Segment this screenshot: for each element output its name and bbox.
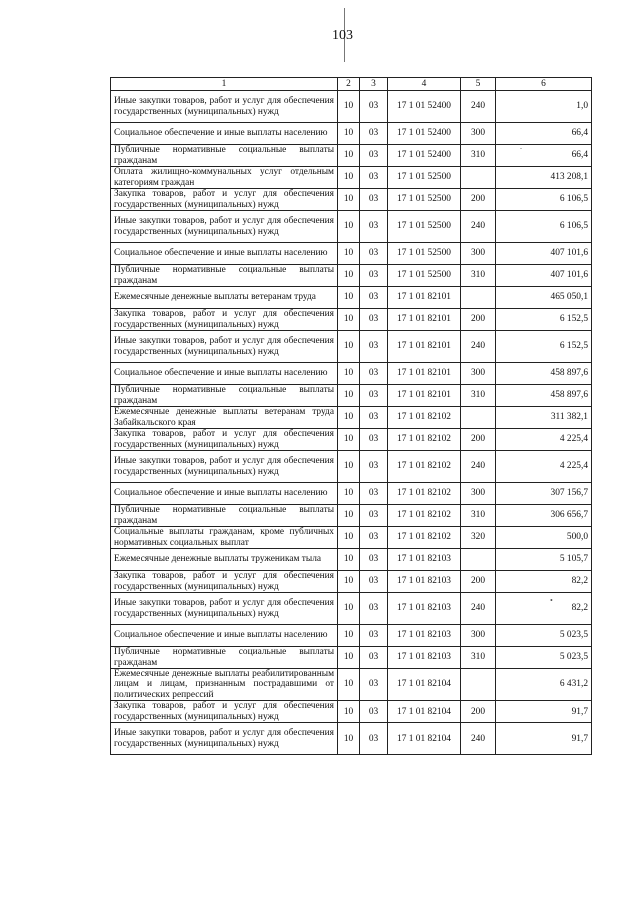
row-subsection-cell: 03 [360,549,388,571]
row-amount-cell: 4 225,4 [496,429,592,451]
table-row [111,647,592,669]
row-amount-cell: 458 897,6 [496,363,592,385]
row-subsection-cell: 03 [360,625,388,647]
row-section-cell: 10 [338,593,360,625]
row-expense-type-cell [461,167,496,189]
row-section-cell: 10 [338,211,360,243]
row-expense-type-cell: 200 [461,189,496,211]
row-subsection-cell: 03 [360,309,388,331]
row-section-cell: 10 [338,549,360,571]
table-row [111,451,592,483]
row-name-cell: Иные закупки товаров, работ и услуг для обеспечения государственных (муниципальных) нужд [111,211,338,243]
row-name-cell: Иные закупки товаров, работ и услуг для обеспечения государственных (муниципальных) нужд [111,451,338,483]
table-row [111,571,592,593]
row-amount-cell: 311 382,1 [496,407,592,429]
table-row [111,211,592,243]
row-amount-cell: 458 897,6 [496,385,592,407]
row-name-cell: Иные закупки товаров, работ и услуг для обеспечения государственных (муниципальных) нужд [111,723,338,755]
row-section-cell: 10 [338,527,360,549]
row-target-code-cell: 17 1 01 82101 [388,331,461,363]
row-name-cell: Оплата жилищно-коммунальных услуг отдельным категориям граждан [111,167,338,189]
row-amount-cell: 307 156,7 [496,483,592,505]
budget-table [110,77,592,755]
row-subsection-cell: 03 [360,123,388,145]
row-name-cell: Иные закупки товаров, работ и услуг для обеспечения государственных (муниципальных) нужд [111,593,338,625]
row-target-code-cell: 17 1 01 52500 [388,243,461,265]
row-name-cell: Публичные нормативные социальные выплаты гражданам [111,145,338,167]
table-row [111,429,592,451]
row-name-cell: Ежемесячные денежные выплаты труженикам тыла [111,549,338,571]
row-name-cell: Ежемесячные денежные выплаты реабилитированным лицам и лицам, признанным пострадавшими от политических репрессий [111,669,338,701]
row-name-cell: Социальное обеспечение и иные выплаты населению [111,123,338,145]
row-expense-type-cell: 240 [461,211,496,243]
row-subsection-cell: 03 [360,701,388,723]
row-subsection-cell: 03 [360,287,388,309]
row-section-cell: 10 [338,309,360,331]
row-expense-type-cell: 320 [461,527,496,549]
row-amount-cell: 306 656,7 [496,505,592,527]
table-row [111,483,592,505]
row-name-cell: Публичные нормативные социальные выплаты гражданам [111,385,338,407]
row-amount-cell: 407 101,6 [496,243,592,265]
row-name-cell: Закупка товаров, работ и услуг для обеспечения государственных (муниципальных) нужд [111,309,338,331]
row-subsection-cell: 03 [360,669,388,701]
row-amount-cell: 6 152,5 [496,309,592,331]
row-target-code-cell: 17 1 01 82103 [388,549,461,571]
row-expense-type-cell: 200 [461,429,496,451]
row-section-cell: 10 [338,145,360,167]
row-section-cell: 10 [338,363,360,385]
row-amount-cell: 413 208,1 [496,167,592,189]
column-header: 5 [461,78,496,91]
table-row [111,549,592,571]
row-section-cell: 10 [338,505,360,527]
row-name-cell: Закупка товаров, работ и услуг для обеспечения государственных (муниципальных) нужд [111,189,338,211]
row-name-cell: Публичные нормативные социальные выплаты гражданам [111,265,338,287]
row-target-code-cell: 17 1 01 52500 [388,265,461,287]
row-subsection-cell: 03 [360,363,388,385]
row-expense-type-cell: 240 [461,331,496,363]
column-header: 1 [111,78,338,91]
row-section-cell: 10 [338,189,360,211]
row-target-code-cell: 17 1 01 82103 [388,625,461,647]
table-row [111,407,592,429]
page-number: 103 [332,28,353,43]
row-target-code-cell: 17 1 01 82102 [388,483,461,505]
row-expense-type-cell: 200 [461,571,496,593]
row-amount-cell: 6 152,5 [496,331,592,363]
row-subsection-cell: 03 [360,189,388,211]
table-row [111,123,592,145]
column-header: 2 [338,78,360,91]
row-amount-cell: 5 023,5 [496,625,592,647]
row-target-code-cell: 17 1 01 52500 [388,189,461,211]
row-section-cell: 10 [338,167,360,189]
row-expense-type-cell: 240 [461,451,496,483]
table-row [111,243,592,265]
row-target-code-cell: 17 1 01 52400 [388,91,461,123]
row-section-cell: 10 [338,385,360,407]
row-name-cell: Социальное обеспечение и иные выплаты населению [111,363,338,385]
row-target-code-cell: 17 1 01 82103 [388,647,461,669]
scan-speck: • [550,596,553,605]
row-expense-type-cell: 240 [461,723,496,755]
row-target-code-cell: 17 1 01 82103 [388,593,461,625]
row-section-cell: 10 [338,483,360,505]
row-subsection-cell: 03 [360,407,388,429]
row-subsection-cell: 03 [360,265,388,287]
row-expense-type-cell [461,287,496,309]
row-target-code-cell: 17 1 01 82103 [388,571,461,593]
row-expense-type-cell: 310 [461,385,496,407]
row-section-cell: 10 [338,407,360,429]
row-expense-type-cell: 240 [461,593,496,625]
table-row [111,669,592,701]
row-target-code-cell: 17 1 01 82101 [388,363,461,385]
row-name-cell: Публичные нормативные социальные выплаты гражданам [111,647,338,669]
table-row [111,145,592,167]
row-section-cell: 10 [338,701,360,723]
row-subsection-cell: 03 [360,331,388,363]
row-name-cell: Иные закупки товаров, работ и услуг для обеспечения государственных (муниципальных) нужд [111,331,338,363]
row-name-cell: Публичные нормативные социальные выплаты гражданам [111,505,338,527]
row-target-code-cell: 17 1 01 52500 [388,167,461,189]
row-name-cell: Социальное обеспечение и иные выплаты населению [111,483,338,505]
row-expense-type-cell: 300 [461,625,496,647]
row-amount-cell: 82,2 [496,571,592,593]
row-target-code-cell: 17 1 01 82101 [388,287,461,309]
row-name-cell: Иные закупки товаров, работ и услуг для обеспечения государственных (муниципальных) нужд [111,91,338,123]
row-subsection-cell: 03 [360,429,388,451]
row-expense-type-cell [461,407,496,429]
row-section-cell: 10 [338,451,360,483]
row-subsection-cell: 03 [360,211,388,243]
budget-table-body [111,78,592,755]
row-expense-type-cell: 310 [461,647,496,669]
row-amount-cell: 407 101,6 [496,265,592,287]
row-amount-cell: 91,7 [496,723,592,755]
row-expense-type-cell: 300 [461,363,496,385]
row-subsection-cell: 03 [360,483,388,505]
row-target-code-cell: 17 1 01 82104 [388,723,461,755]
row-amount-cell: 66,4 [496,145,592,167]
row-section-cell: 10 [338,331,360,363]
row-name-cell: Закупка товаров, работ и услуг для обеспечения государственных (муниципальных) нужд [111,571,338,593]
row-amount-cell: 4 225,4 [496,451,592,483]
row-amount-cell: 1,0 [496,91,592,123]
row-target-code-cell: 17 1 01 52400 [388,123,461,145]
row-subsection-cell: 03 [360,145,388,167]
row-name-cell: Закупка товаров, работ и услуг для обеспечения государственных (муниципальных) нужд [111,429,338,451]
row-target-code-cell: 17 1 01 52400 [388,145,461,167]
row-expense-type-cell: 200 [461,701,496,723]
row-name-cell: Социальные выплаты гражданам, кроме публичных нормативных социальных выплат [111,527,338,549]
row-expense-type-cell [461,549,496,571]
row-section-cell: 10 [338,91,360,123]
row-expense-type-cell: 300 [461,243,496,265]
row-target-code-cell: 17 1 01 52500 [388,211,461,243]
row-expense-type-cell: 240 [461,91,496,123]
row-amount-cell: 5 023,5 [496,647,592,669]
table-row [111,505,592,527]
row-target-code-cell: 17 1 01 82102 [388,429,461,451]
row-target-code-cell: 17 1 01 82104 [388,669,461,701]
row-target-code-cell: 17 1 01 82101 [388,309,461,331]
row-name-cell: Социальное обеспечение и иные выплаты населению [111,625,338,647]
table-row [111,331,592,363]
row-section-cell: 10 [338,571,360,593]
row-subsection-cell: 03 [360,91,388,123]
table-row [111,265,592,287]
table-row [111,167,592,189]
row-amount-cell: 6 431,2 [496,669,592,701]
row-expense-type-cell [461,669,496,701]
table-row [111,287,592,309]
row-name-cell: Ежемесячные денежные выплаты ветеранам труда [111,287,338,309]
row-expense-type-cell: 310 [461,145,496,167]
row-amount-cell: 465 050,1 [496,287,592,309]
column-header: 6 [496,78,592,91]
row-expense-type-cell: 200 [461,309,496,331]
row-amount-cell: 500,0 [496,527,592,549]
row-subsection-cell: 03 [360,593,388,625]
column-header: 4 [388,78,461,91]
row-section-cell: 10 [338,647,360,669]
table-row [111,527,592,549]
scan-speck: . [520,142,522,151]
row-target-code-cell: 17 1 01 82102 [388,505,461,527]
table-row [111,91,592,123]
table-row [111,385,592,407]
row-target-code-cell: 17 1 01 82101 [388,385,461,407]
row-section-cell: 10 [338,265,360,287]
row-expense-type-cell: 310 [461,265,496,287]
row-subsection-cell: 03 [360,505,388,527]
row-expense-type-cell: 310 [461,505,496,527]
row-expense-type-cell: 300 [461,123,496,145]
row-subsection-cell: 03 [360,167,388,189]
row-subsection-cell: 03 [360,647,388,669]
table-row [111,309,592,331]
table-row [111,363,592,385]
row-amount-cell: 6 106,5 [496,211,592,243]
row-target-code-cell: 17 1 01 82102 [388,407,461,429]
row-amount-cell: 82,2 [496,593,592,625]
row-subsection-cell: 03 [360,385,388,407]
row-name-cell: Ежемесячные денежные выплаты ветеранам труда Забайкальского края [111,407,338,429]
row-section-cell: 10 [338,243,360,265]
row-section-cell: 10 [338,669,360,701]
row-target-code-cell: 17 1 01 82102 [388,451,461,483]
table-row [111,701,592,723]
row-section-cell: 10 [338,625,360,647]
row-amount-cell: 5 105,7 [496,549,592,571]
table-header-row [111,78,592,91]
row-section-cell: 10 [338,123,360,145]
row-section-cell: 10 [338,287,360,309]
table-row [111,723,592,755]
row-section-cell: 10 [338,429,360,451]
column-header: 3 [360,78,388,91]
row-name-cell: Закупка товаров, работ и услуг для обеспечения государственных (муниципальных) нужд [111,701,338,723]
row-subsection-cell: 03 [360,527,388,549]
row-amount-cell: 91,7 [496,701,592,723]
table-row [111,189,592,211]
table-row [111,625,592,647]
row-amount-cell: 66,4 [496,123,592,145]
row-expense-type-cell: 300 [461,483,496,505]
row-subsection-cell: 03 [360,571,388,593]
row-subsection-cell: 03 [360,451,388,483]
row-subsection-cell: 03 [360,243,388,265]
row-target-code-cell: 17 1 01 82104 [388,701,461,723]
row-subsection-cell: 03 [360,723,388,755]
row-name-cell: Социальное обеспечение и иные выплаты населению [111,243,338,265]
row-section-cell: 10 [338,723,360,755]
table-row [111,593,592,625]
row-amount-cell: 6 106,5 [496,189,592,211]
row-target-code-cell: 17 1 01 82102 [388,527,461,549]
